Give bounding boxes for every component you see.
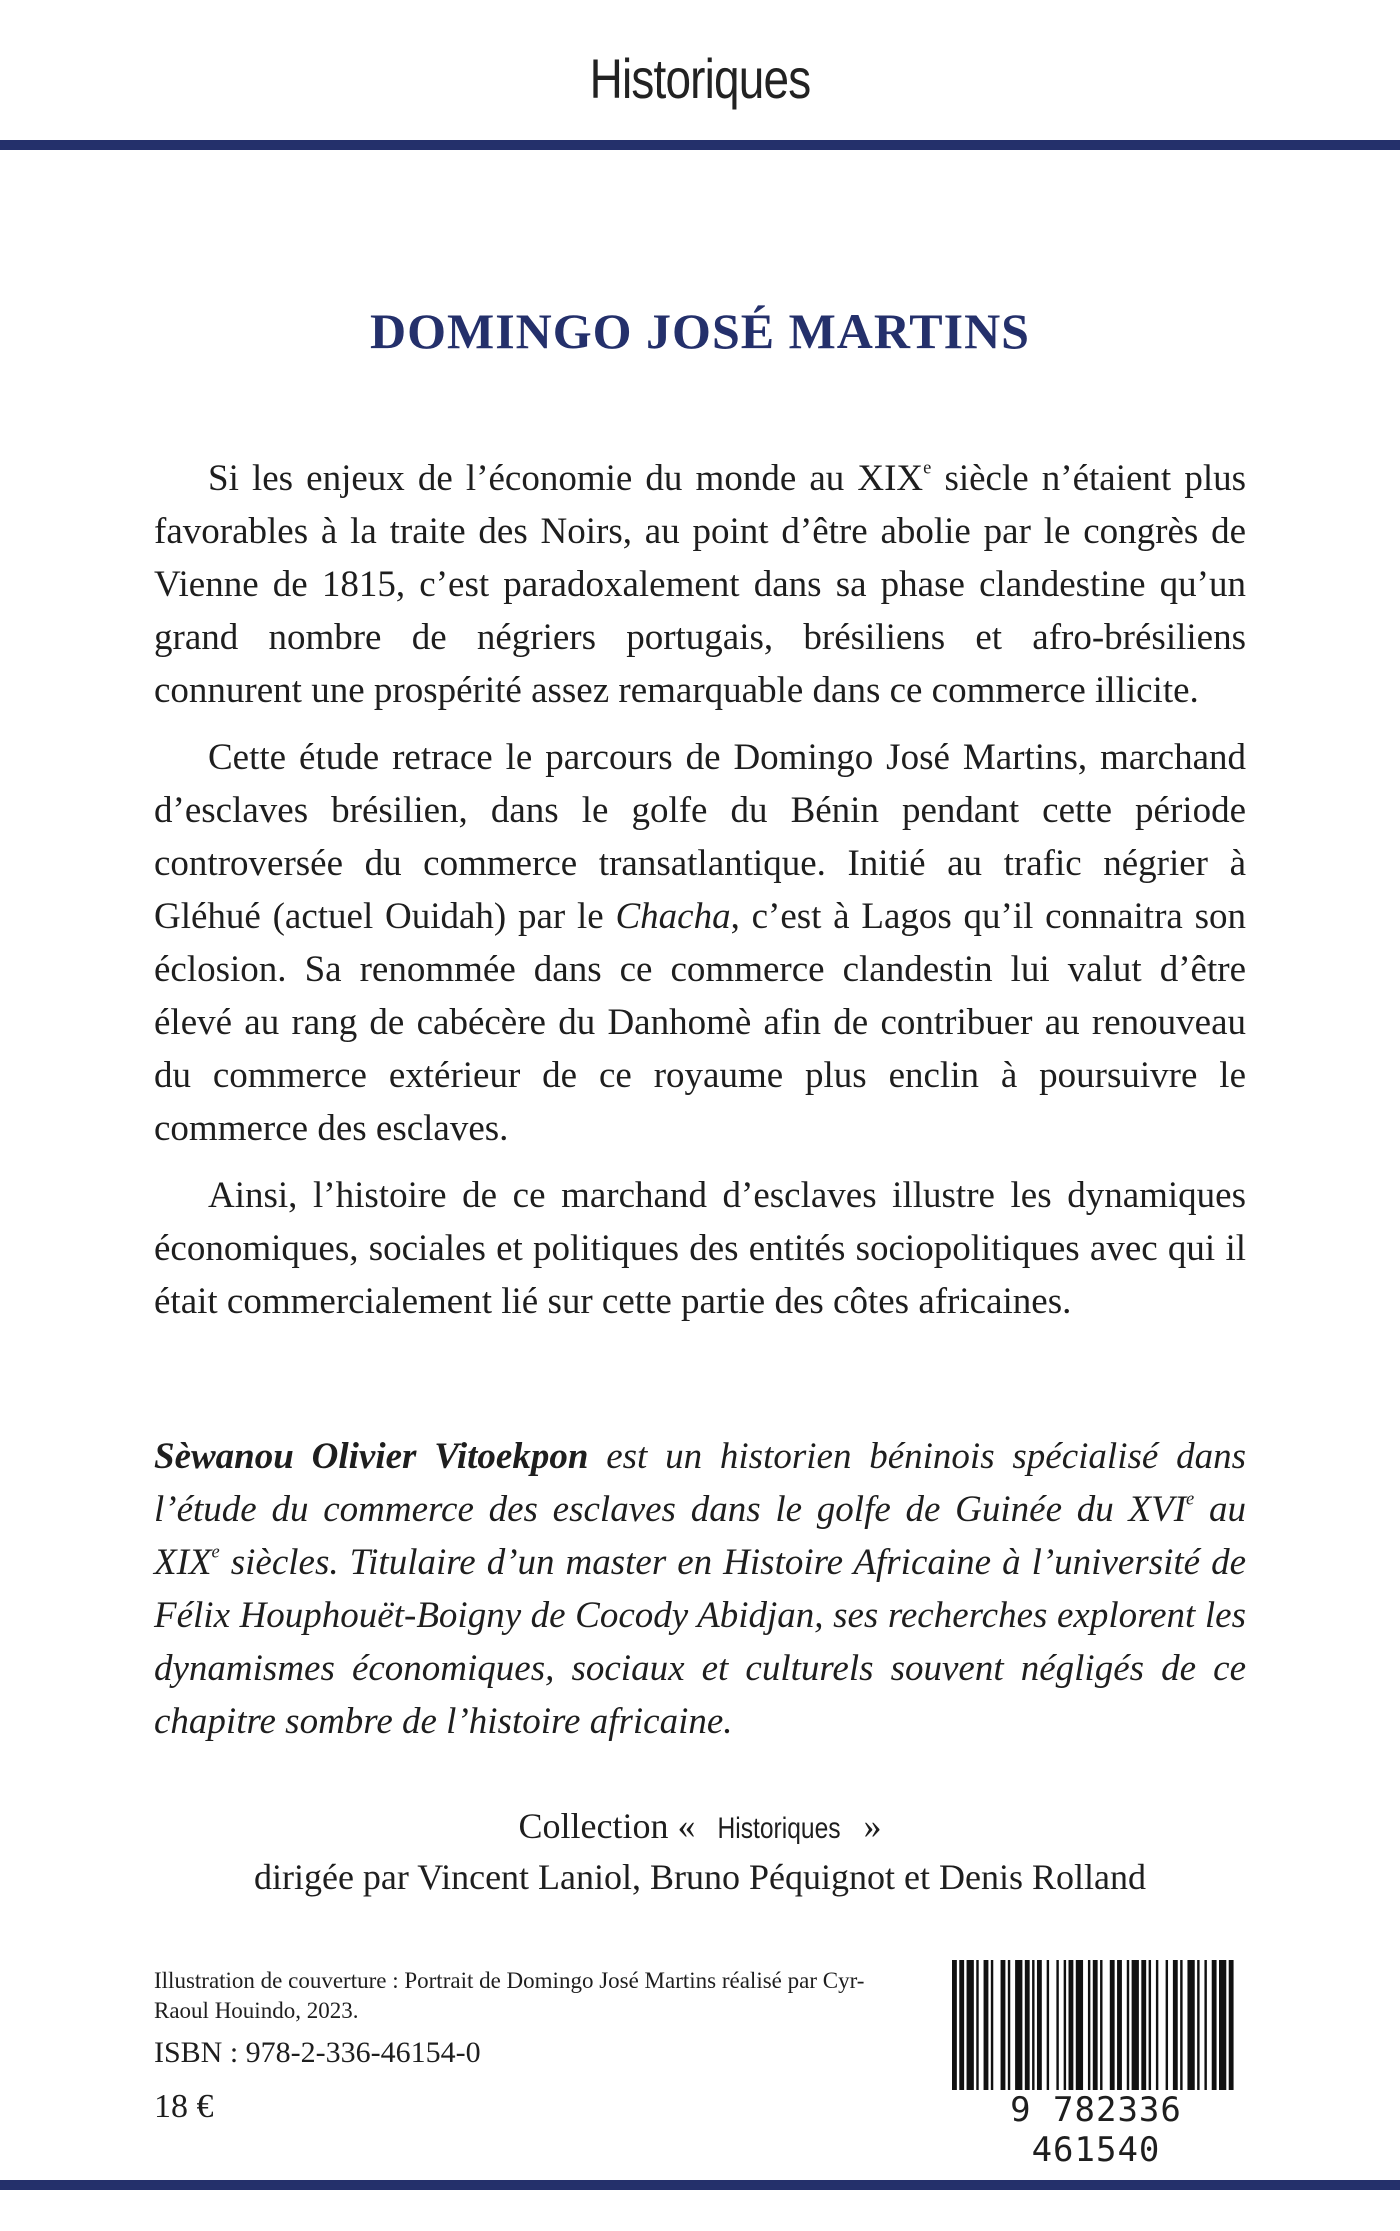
price: 18 € [154,2088,214,2125]
bottom-rule [0,2180,1400,2190]
author-bio: Sèwanou Olivier Vitoekpon est un historien béninois spécialisé dans l’étude du commerce des esclaves dans le golfe de Guinée du XVIe au XIXe siècles. Titulaire d’un master en Histoire Africaine à l’université de Félix Houphouët-Boigny de Cocody Abidjan, ses recherches explorent les dynamismes économiques, sociaux et culturels souvent négligés de ce chapitre sombre de l’histoire africaine. [154,1436,1247,1742]
summary-paragraph-1: Si les enjeux de l’économie du monde au XIXe siècle n’étaient plus favorables à la traite des Noirs, au point d’être abolie par le congrès de Vienne de 1815, c’est paradoxalement dans sa phase clandestine qu’un grand nombre de négriers portugais, brésiliens et afro-brésiliens connurent une prospérité assez remarquable dans ce commerce illicite. [154,458,1246,711]
cover-credit: Illustration de couverture : Portrait de Domingo José Martins réalisé par Cyr-Raoul Houindo, 2023. [154,1968,865,2023]
author-name: Sèwanou Olivier Vitoekpon [154,1436,589,1477]
collection-info [0,1802,1400,1901]
summary-paragraph-3: Ainsi, l’histoire de ce marchand d’esclaves illustre les dynamiques économiques, sociales et politiques des entités sociopolitiques avec qui il était commercialement lié sur cette partie des côtes africaines. [154,1175,1246,1322]
collection-name: Historiques [717,1812,842,1845]
collection-directors: dirigée par Vincent Laniol, Bruno Péquignot et Denis Rolland [253,1857,1146,1897]
collection-line: Collection « Historiques » [0,1802,1400,1853]
book-title: DOMINGO JOSÉ MARTINS [370,302,1030,359]
isbn: ISBN : 978-2-336-46154-0 [154,2036,481,2069]
barcode-digits: 9 782336 461540 [948,2090,1244,2170]
summary-paragraph-2: Cette étude retrace le parcours de Domingo José Martins, marchand d’esclaves brésilien, dans le golfe du Bénin pendant cette période controversée du commerce transatlantique. Initié au trafic négrier à Gléhué (actuel Ouidah) par le Chacha, c’est à Lagos qu’il connaitra son éclosion. Sa renommée dans ce commerce clandestin lui valut d’être élevé au rang de cabécère du Danhomè afin de contribuer au renouveau du commerce extérieur de ce royaume plus enclin à poursuivre le commerce des esclaves. [154,737,1246,1149]
top-rule [0,140,1400,150]
series-logo: Historiques [589,47,811,110]
summary [154,452,1246,1342]
